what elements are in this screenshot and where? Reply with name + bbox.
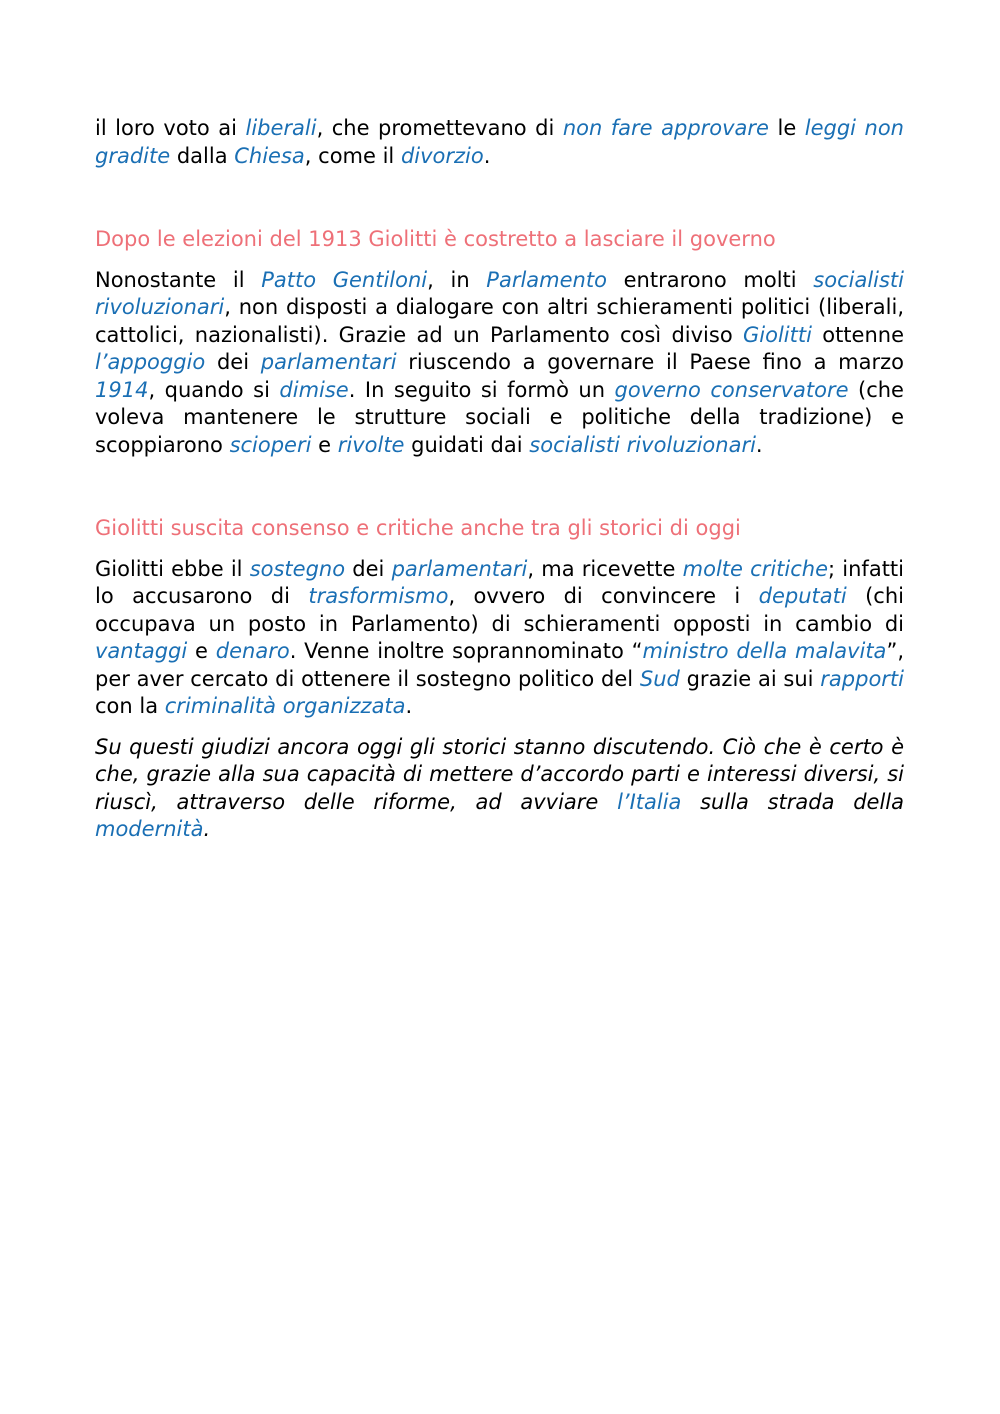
- text-run: , quando si: [148, 377, 280, 402]
- highlighted-term: non fare approvare: [562, 116, 769, 140]
- text-run: , non disposti a dialogare con altri schieramenti politici (liberali, cattolici, nazionalisti). Grazie ad un Parlamento così diviso: [95, 295, 904, 347]
- highlighted-term: rivolte: [337, 432, 405, 457]
- text-run: dei: [345, 556, 392, 581]
- text-run: .: [755, 432, 763, 457]
- text-run: (chi occupava un posto in Parlamento) di schieramenti opposti in cambio di: [95, 584, 904, 636]
- text-run: guidati dai: [404, 432, 530, 457]
- highlighted-term: divorzio: [400, 143, 484, 168]
- text-run: con la: [95, 694, 165, 718]
- highlighted-term: Parlamento: [486, 267, 607, 292]
- text-run: . Venne inoltre soprannominato “: [289, 639, 643, 663]
- highlighted-term: scioperi: [229, 432, 312, 457]
- text-run: , che promettevano di: [316, 116, 563, 140]
- highlighted-term: molte critiche: [682, 556, 829, 581]
- document-page: [95, 115, 904, 844]
- highlighted-term: leggi non gradite: [95, 116, 904, 168]
- text-run: ”, per aver cercato di ottenere il sostegno politico del: [95, 639, 904, 691]
- text-run: .: [483, 143, 491, 168]
- highlighted-term: trasformismo: [308, 584, 449, 608]
- highlighted-term: modernità: [95, 817, 204, 841]
- highlighted-term: denaro: [215, 639, 290, 663]
- highlighted-term: socialisti rivoluzionari: [529, 432, 756, 457]
- highlighted-term: l’Italia: [617, 789, 682, 814]
- text-run: dalla: [170, 143, 235, 168]
- text-run: Nonostante il: [95, 267, 262, 292]
- text-run: (che voleva mantenere le strutture sociali e politiche della tradizione) e scoppiarono: [95, 377, 904, 457]
- text-run: dei: [205, 350, 261, 374]
- text-run: ottenne: [811, 322, 905, 347]
- text-run: Su questi giudizi ancora oggi gli storici stanno discutendo. Ciò che è certo è che, grazie alla sua capacità di mettere d’accordo parti e interessi diversi, si riuscì, attraverso delle riforme, ad avviare: [95, 734, 904, 814]
- highlighted-term: parlamentari: [391, 556, 528, 581]
- highlighted-term: Sud: [639, 666, 680, 691]
- highlighted-term: criminalità organizzata: [164, 694, 406, 718]
- text-run: Giolitti ebbe il: [95, 556, 250, 581]
- section-heading-elezioni-1913: Dopo le elezioni del 1913 Giolitti è costretto a lasciare il governo: [95, 227, 776, 251]
- text-run: le: [768, 116, 805, 140]
- text-run: .: [405, 694, 413, 718]
- text-run: il loro voto ai: [95, 116, 246, 140]
- text-run: sulla strada della: [681, 789, 904, 814]
- text-run: e: [311, 432, 338, 457]
- text-run: , ovvero di convincere i: [448, 584, 759, 608]
- highlighted-term: Patto Gentiloni: [261, 267, 428, 292]
- highlighted-term: deputati: [758, 584, 847, 608]
- text-run: e: [187, 639, 216, 663]
- paragraph-intro: [95, 115, 904, 170]
- highlighted-term: governo conservatore: [614, 377, 849, 402]
- text-run: , ma ricevette: [527, 556, 683, 581]
- highlighted-term: 1914: [95, 377, 149, 402]
- text-run: . In seguito si formò un: [348, 377, 615, 402]
- highlighted-term: ministro della malavita: [642, 639, 887, 663]
- highlighted-term: Chiesa: [234, 143, 305, 168]
- highlighted-term: sostegno: [249, 556, 346, 581]
- highlighted-term: Giolitti: [742, 322, 812, 347]
- highlighted-term: liberali: [245, 116, 317, 140]
- text-run: grazie ai sui: [679, 666, 821, 691]
- highlighted-term: l’appoggio: [95, 350, 206, 374]
- highlighted-term: dimise: [279, 377, 349, 402]
- text-run: ; infatti lo accusarono di: [95, 556, 905, 608]
- text-run: .: [203, 817, 211, 841]
- text-run: riuscendo a governare il Paese fino a marzo: [396, 350, 904, 374]
- text-run: , in: [427, 267, 487, 292]
- highlighted-term: parlamentari: [260, 350, 397, 374]
- highlighted-term: vantaggi: [95, 639, 188, 663]
- section-heading-consenso-critiche: Giolitti suscita consenso e critiche anche tra gli storici di oggi: [95, 516, 741, 540]
- paragraph-governo: [95, 267, 904, 460]
- text-run: entrarono molti: [606, 267, 814, 292]
- paragraph-conclusione: [95, 734, 904, 844]
- highlighted-term: rapporti: [820, 666, 904, 691]
- paragraph-critiche: [95, 556, 904, 721]
- text-run: , come il: [304, 143, 401, 168]
- highlighted-term: socialisti rivoluzionari: [95, 267, 904, 319]
